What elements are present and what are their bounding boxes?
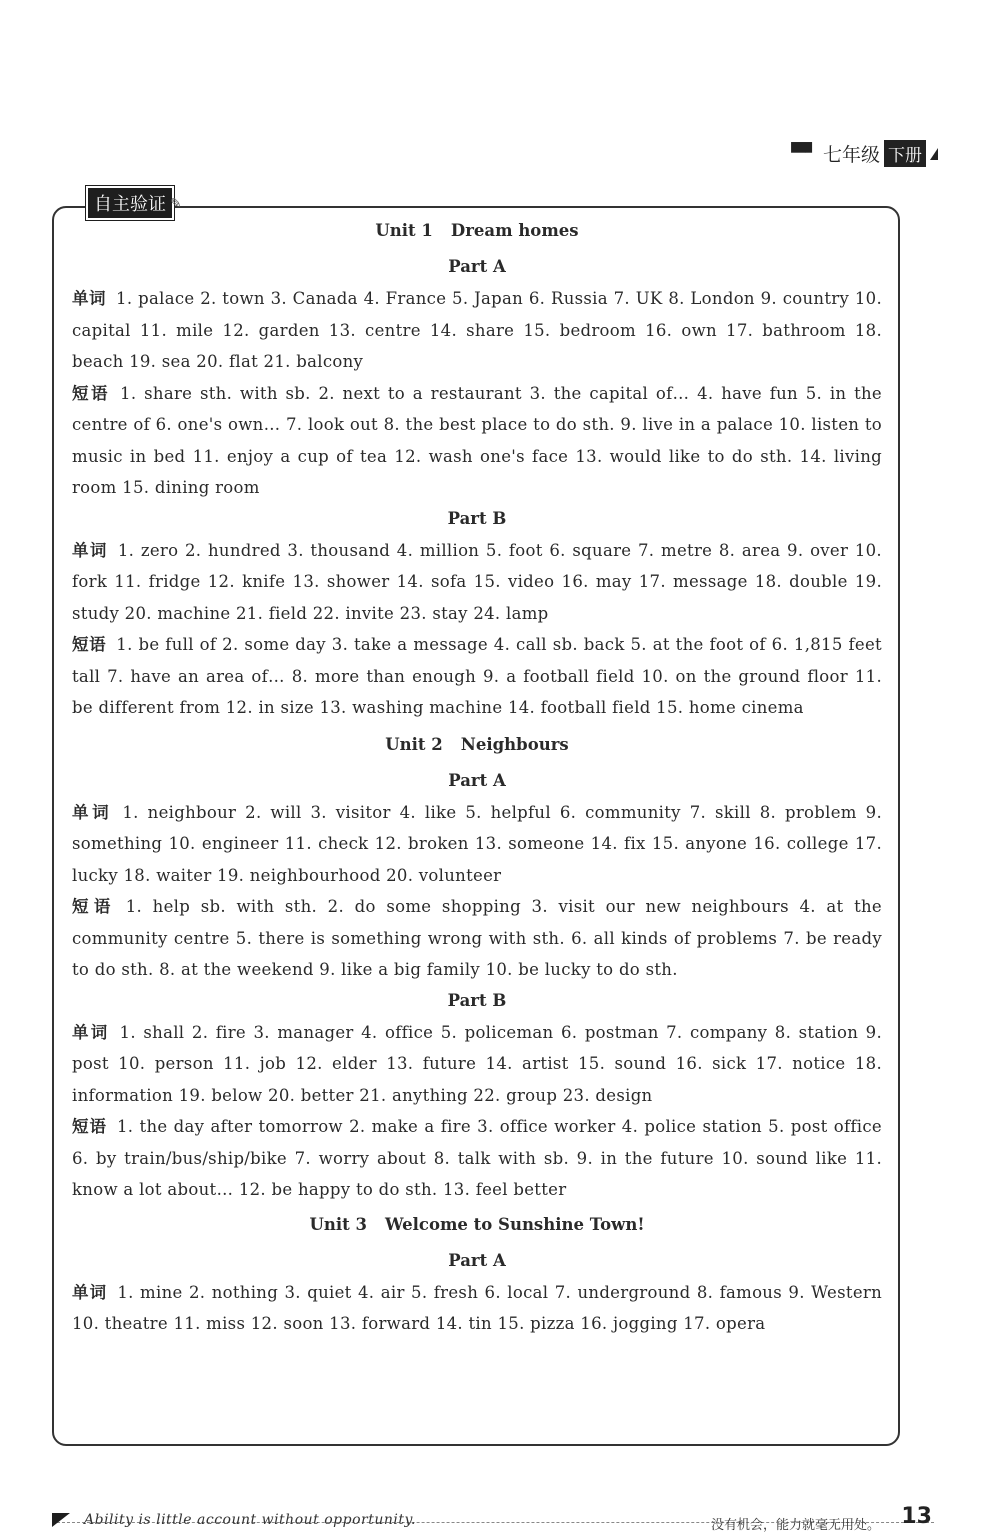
words-text: 1. shall 2. fire 3. manager 4. office 5. policeman 6. postman 7. company 8. station 9. post 10. person 11. job 12. elder 13. future 14. artist 15. sound 16. sick 17. notice 18. information 19. below 20. better 21. anything 22. group 23. design: [72, 1022, 882, 1105]
phrases-label: 短语: [72, 897, 116, 916]
unit-number: Unit 1: [375, 221, 433, 240]
unit-name: Neighbours: [460, 734, 569, 754]
words-text: 1. mine 2. nothing 3. quiet 4. air 5. fresh 6. local 7. underground 8. famous 9. Western 10. theatre 11. miss 12. soon 13. forward 14. tin 15. pizza 16. jogging 17. opera: [72, 1282, 882, 1333]
part-title: Part B: [447, 990, 507, 1010]
footer-quote: Ability is little account without opportunity.: [84, 1512, 416, 1528]
unit-number: Unit 2: [385, 734, 443, 754]
phrases-text: 1. the day after tomorrow 2. make a fire 3. office worker 4. police station 5. post office 6. by train/bus/ship/bike 7. worry about 8. talk with sb. 9. in the future 10. sound like 11. know a lot about… 12. be happy to do sth. 13. feel better: [72, 1117, 882, 1199]
section-tag: 自主验证: [86, 186, 174, 220]
unit-name: Welcome to Sunshine Town!: [384, 1214, 645, 1234]
part-title: Part A: [448, 257, 506, 276]
words-text: 1. zero 2. hundred 3. thousand 4. million 5. foot 6. square 7. metre 8. area 9. over 10. fork 11. fridge 12. knife 13. shower 14. sofa 15. video 16. may 17. message 18. double 19. study 20. machine 21. field 22. invite 23. stay 24. lamp: [72, 540, 882, 623]
grade-label: 七年级: [822, 144, 880, 166]
part-title: Part A: [448, 1250, 506, 1270]
words-answers: [72, 535, 882, 630]
words-text: 1. palace 2. town 3. Canada 4. France 5. Japan 6. Russia 7. UK 8. London 9. country 10. capital 11. mile 12. garden 13. centre 14. share 15. bedroom 16. own 17. bathroom 18. beach 19. sea 20. flat 21. balcony: [72, 289, 882, 371]
phrases-answers: [72, 891, 882, 986]
footer-triangle-icon: [52, 1513, 70, 1527]
unit-name: Dream homes: [450, 221, 579, 240]
pencil-icon: ✎: [170, 196, 182, 212]
volume-label: 下册: [884, 140, 926, 167]
grade-badge: [791, 140, 938, 167]
page-number: 13: [901, 1504, 932, 1529]
phrases-text: 1. help sb. with sth. 2. do some shopping 3. visit our new neighbours 4. at the community centre 5. there is something wrong with sth. 6. all kinds of problems 7. be ready to do sth. 8. at the weekend 9. like a big family 10. be lucky to do sth.: [72, 897, 882, 979]
words-label: 单词: [72, 1022, 110, 1042]
words-answers: [72, 1017, 882, 1112]
words-label: 单词: [72, 540, 108, 560]
phrases-answers: [72, 629, 882, 724]
words-label: 单词: [72, 802, 113, 822]
unit-number: Unit 3: [309, 1214, 367, 1234]
words-answers: [72, 1277, 882, 1340]
words-answers: [72, 283, 882, 378]
phrases-text: 1. share sth. with sb. 2. next to a restaurant 3. the capital of… 4. have fun 5. in the centre of 6. one's own… 7. look out 8. the best place to do sth. 9. live in a palace 10. listen to music in bed 11. enjoy a cup of tea 12. wash one's face 13. would like to do sth. 14. living room 15. dining room: [72, 383, 882, 497]
part-title: Part B: [447, 508, 507, 528]
answer-content: [72, 216, 882, 1340]
words-label: 单词: [72, 289, 107, 308]
words-label: 单词: [72, 1282, 108, 1302]
part-title: Part A: [448, 770, 506, 790]
words-answers: [72, 797, 882, 892]
phrases-label: 短语: [72, 1117, 107, 1136]
unit-title: [72, 1210, 882, 1240]
corner-triangle-icon: [930, 148, 938, 160]
phrases-label: 短语: [72, 635, 107, 654]
phrases-answers: [72, 1111, 882, 1206]
unit-title: [72, 730, 882, 760]
phrases-answers: [72, 378, 882, 504]
book-icon: ▀▘: [791, 143, 819, 164]
words-text: 1. neighbour 2. will 3. visitor 4. like 5. helpful 6. community 7. skill 8. problem 9. something 10. engineer 11. check 12. broken 13. someone 14. fix 15. anyone 16. college 17. lucky 18. waiter 19. neighbourhood 20. volunteer: [72, 802, 882, 885]
unit-title: [72, 216, 882, 246]
phrases-text: 1. be full of 2. some day 3. take a message 4. call sb. back 5. at the foot of 6. 1,815 feet tall 7. have an area of… 8. more than enough 9. a football field 10. on the ground floor 11. be different from 12. in size 13. washing machine 14. football field 15. home cinema: [72, 635, 882, 717]
phrases-label: 短语: [72, 383, 111, 403]
footer-chinese: 没有机会，能力就毫无用处。: [710, 1518, 880, 1533]
footer-quote-block: [52, 1512, 416, 1528]
